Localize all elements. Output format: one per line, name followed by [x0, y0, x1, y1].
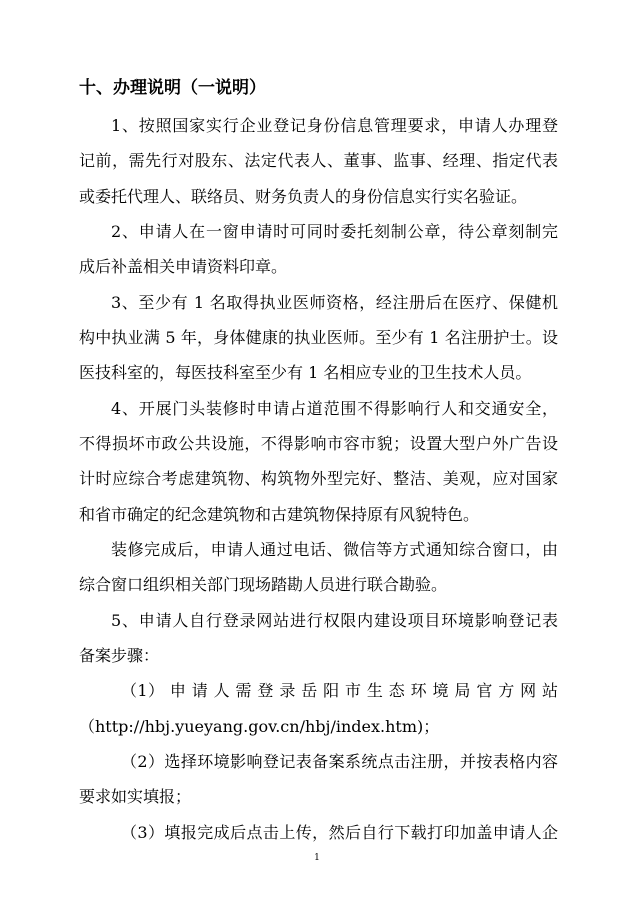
paragraph-line: 备案步骤：	[79, 646, 160, 665]
paragraph-line: 3、至少有 1 名取得执业医师资格，经注册后在医疗、保健机	[111, 293, 558, 312]
paragraph-line: 不得损坏市政公共设施，不得影响市容市貌；设置大型户外广告设	[79, 434, 558, 453]
paragraph-line: 2、申请人在一窗申请时可同时委托刻制公章，待公章刻制完	[111, 222, 558, 241]
paragraph-line: （1） 申 请 人 需 登 录 岳 阳 市 生 态 环 境 局 官 方 网 站	[121, 681, 558, 700]
paragraph-line: 或委托代理人、联络员、财务负责人的身份信息实行实名验证。	[79, 187, 528, 206]
paragraph-line: 记前，需先行对股东、法定代表人、董事、监事、经理、指定代表	[79, 151, 558, 170]
paragraph-line: 和省市确定的纪念建筑物和古建筑物保持原有风貌特色。	[79, 505, 480, 524]
paragraph-line: 1、按照国家实行企业登记身份信息管理要求，申请人办理登	[111, 116, 558, 135]
page-number: 1	[314, 853, 320, 863]
paragraph-line: 4、开展门头装修时申请占道范围不得影响行人和交通安全，	[111, 399, 558, 418]
paragraph-line: 医技科室的，每医技科室至少有 1 名相应专业的卫生技术人员。	[79, 363, 532, 382]
paragraph-line: 5、申请人自行登录网站进行权限内建设项目环境影响登记表	[111, 611, 558, 630]
paragraph-line: 装修完成后，申请人通过电话、微信等方式通知综合窗口，由	[111, 540, 558, 559]
paragraph-line: （3）填报完成后点击上传，然后自行下载打印加盖申请人企	[121, 823, 558, 842]
paragraph-line: 综合窗口组织相关部门现场踏勘人员进行联合勘验。	[79, 575, 448, 594]
paragraph-line: 要求如实填报；	[79, 787, 192, 806]
paragraph-line: 成后补盖相关申请资料印章。	[79, 257, 288, 276]
paragraph-line: 计时应综合考虑建筑物、构筑物外型完好、整洁、美观，应对国家	[79, 469, 558, 488]
paragraph-line: （2）选择环境影响登记表备案系统点击注册，并按表格内容	[121, 752, 558, 771]
paragraph-line: （http://hbj.yueyang.gov.cn/hbj/index.htm)；	[79, 717, 440, 736]
paragraph-line: 构中执业满 5 年，身体健康的执业医师。至少有 1 名注册护士。设	[79, 328, 558, 347]
section-heading: 十、办理说明（一说明）	[79, 78, 266, 98]
